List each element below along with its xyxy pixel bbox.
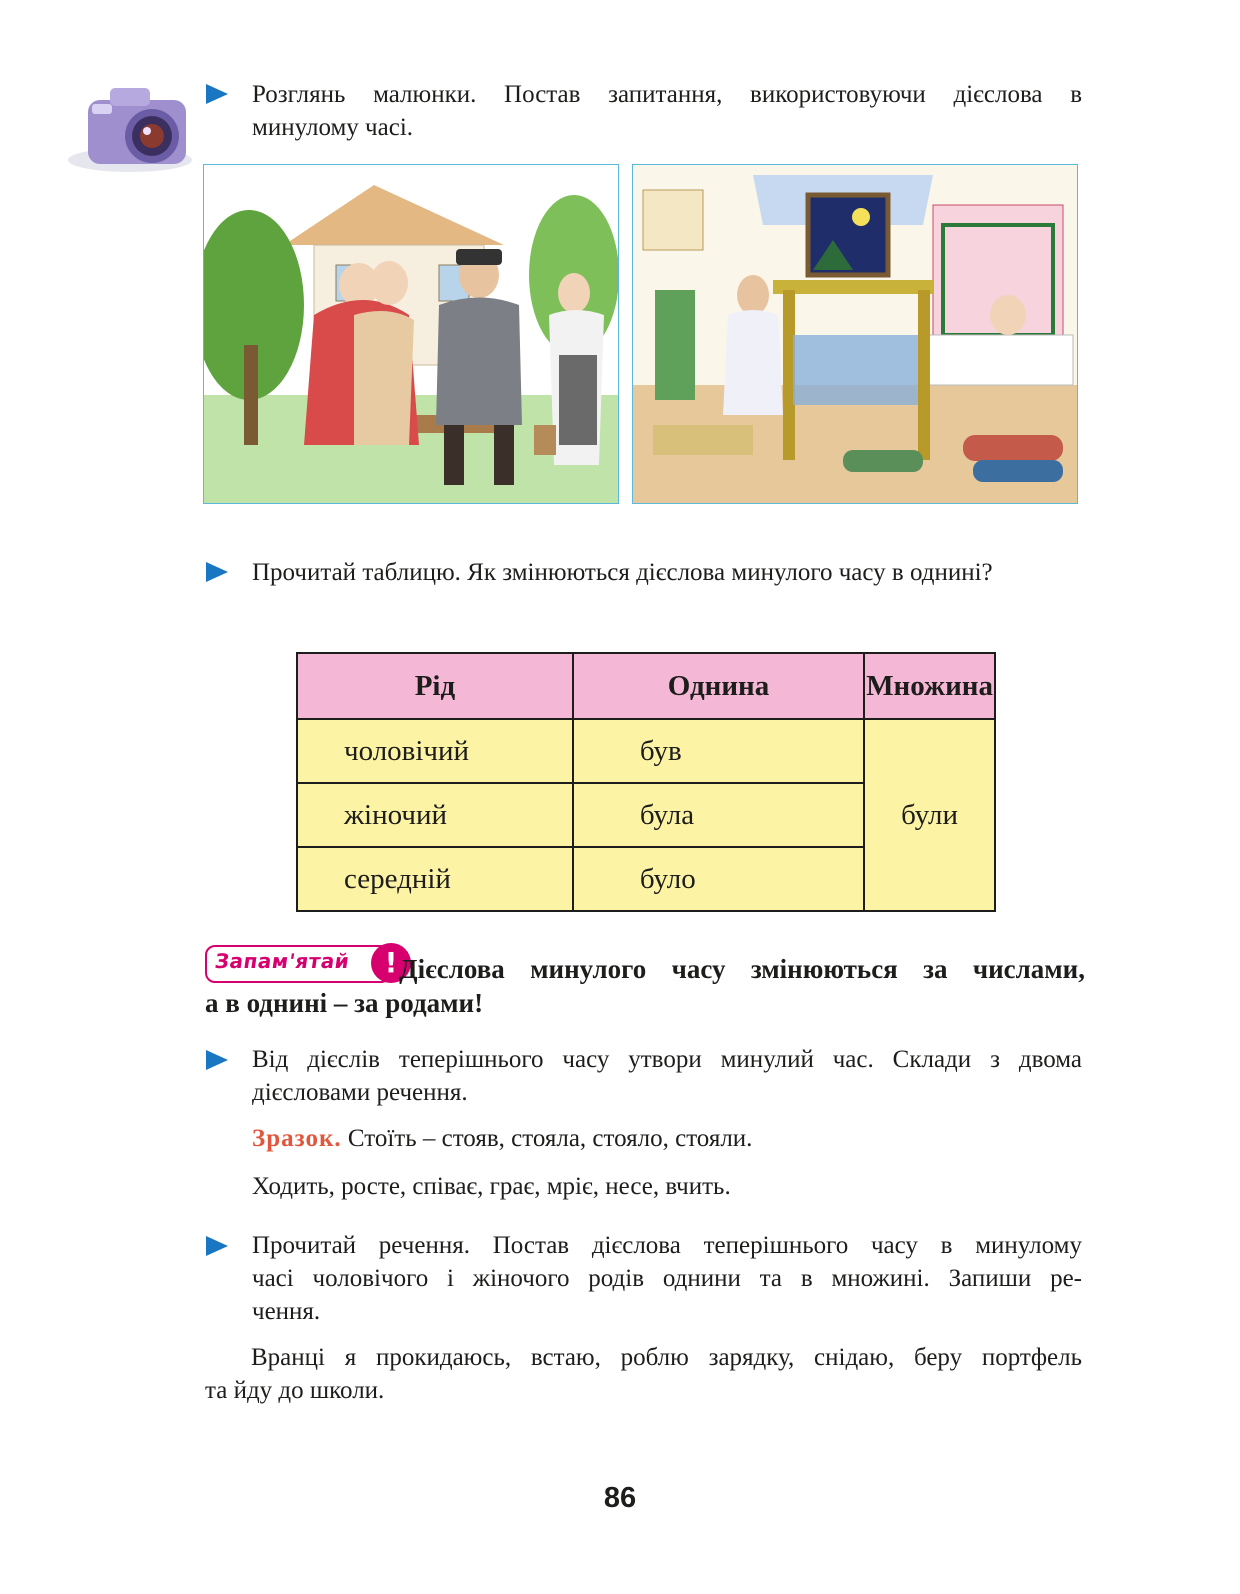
exercise-1-line-2: минулому часі. (252, 114, 414, 141)
exercise-1-line-1: Розглянь малюнки. Постав запитання, використовуючи дієслова в (252, 81, 1082, 108)
picture-village-family (203, 164, 619, 504)
cell-plural: були (864, 719, 995, 911)
sample-text: Стоїть – стояв, стояла, стояло, стояли. (347, 1125, 753, 1152)
header-plural: Множина (864, 653, 995, 719)
exercise-4-line-2: часі чоловічого і жіночого родів однини та в множині. Запиши ре- (252, 1265, 1082, 1292)
exercise-3-text (252, 1043, 1082, 1109)
page-number: 86 (603, 1482, 637, 1514)
table-header-row (297, 653, 995, 719)
exercise-4-line-3: чення. (252, 1298, 321, 1325)
exercise-3-line-2: дієсловами речення. (252, 1079, 468, 1106)
cell-singular: було (573, 847, 864, 911)
cell-gender: середній (297, 847, 573, 911)
bullet-arrow-icon (206, 1236, 228, 1256)
rule-line-1: Дієслова минулого часу змінюються за числами, (399, 954, 1085, 984)
cell-gender: жіночий (297, 783, 573, 847)
exercise-1-text (252, 78, 1082, 144)
exercise-4-line-1: Прочитай речення. Постав дієслова теперішнього часу в минулому (252, 1232, 1082, 1259)
cell-gender: чоловічий (297, 719, 573, 783)
exercise-4-text (252, 1229, 1082, 1328)
verbs-list: Ходить, росте, співає, грає, мріє, несе, вчить. (252, 1173, 731, 1200)
bullet-arrow-icon (206, 84, 228, 104)
table-row (297, 719, 995, 783)
sentence-line-2: та йду до школи. (205, 1377, 385, 1404)
header-gender: Рід (297, 653, 573, 719)
header-singular: Однина (573, 653, 864, 719)
camera-icon (60, 78, 200, 178)
rule-line-2: а в однині – за родами! (205, 988, 484, 1018)
exercise-4-sentence (205, 1341, 1082, 1407)
cell-singular: був (573, 719, 864, 783)
rule-text (205, 952, 1085, 1020)
bullet-arrow-icon (206, 1050, 228, 1070)
cell-singular: була (573, 783, 864, 847)
verb-gender-table (296, 652, 996, 912)
sample-line (252, 1122, 1082, 1155)
exclamation-icon: ! (371, 943, 411, 983)
exercise-3-line-1: Від дієслів теперішнього часу утвори минулий час. Склади з двома (252, 1046, 1082, 1073)
picture-weaving-room (632, 164, 1078, 504)
remember-label: Запам'ятай (213, 949, 352, 973)
exercise-2-text: Прочитай таблицю. Як змінюються дієслова минулого часу в однині? (252, 559, 993, 586)
sentence-line-1: Вранці я прокидаюсь, встаю, роблю зарядку, снідаю, беру портфель (251, 1344, 1082, 1371)
sample-label: Зразок. (252, 1125, 342, 1152)
bullet-arrow-icon (206, 562, 228, 582)
